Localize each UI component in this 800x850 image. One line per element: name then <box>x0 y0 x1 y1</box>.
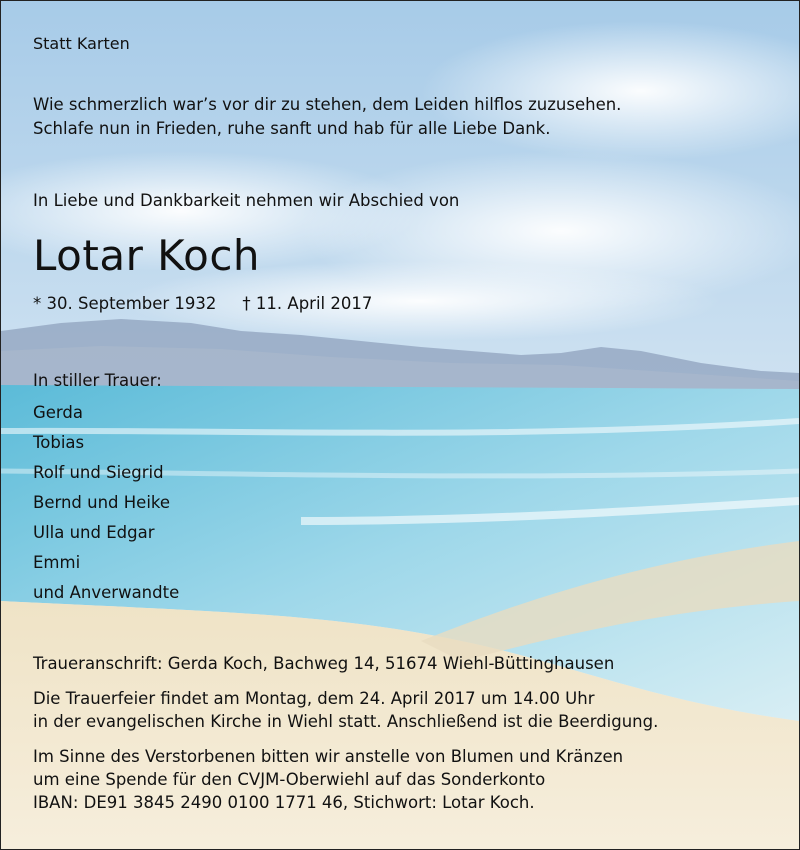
life-dates <box>33 292 372 315</box>
deceased-name: Lotar Koch <box>33 231 261 280</box>
death-date: † 11. April 2017 <box>242 294 373 313</box>
mourner-item: Bernd und Heike <box>33 493 171 512</box>
donation-line-2: um eine Spende für den CVJM-Oberwiehl auf das Sonderkonto <box>33 770 546 789</box>
mourner-item: Ulla und Edgar <box>33 523 155 542</box>
poem-line-1: Wie schmerzlich war’s vor dir zu stehen, dem Leiden hilflos zuzusehen. <box>33 95 622 114</box>
mourner-item: Tobias <box>33 433 85 452</box>
ceremony-line-2: in der evangelischen Kirche in Wiehl statt. Anschließend ist die Beerdigung. <box>33 712 659 731</box>
header-label: Statt Karten <box>33 34 130 53</box>
birth-date: * 30. September 1932 <box>33 294 217 313</box>
donation-line-1: Im Sinne des Verstorbenen bitten wir anstelle von Blumen und Kränzen <box>33 747 624 766</box>
intro-text: In Liebe und Dankbarkeit nehmen wir Abschied von <box>33 191 460 210</box>
mourning-address: Traueranschrift: Gerda Koch, Bachweg 14, 51674 Wiehl-Büttinghausen <box>33 654 615 673</box>
donation-line-3: IBAN: DE91 3845 2490 0100 1771 46, Stichwort: Lotar Koch. <box>33 793 535 812</box>
mourner-item: Rolf und Siegrid <box>33 463 164 482</box>
mourner-item: Gerda <box>33 403 84 422</box>
poem-line-2: Schlafe nun in Frieden, ruhe sanft und hab für alle Liebe Dank. <box>33 119 551 138</box>
mourner-item: Emmi <box>33 553 81 572</box>
mourners-heading: In stiller Trauer: <box>33 371 162 390</box>
mourner-item: und Anverwandte <box>33 583 180 602</box>
ceremony-line-1: Die Trauerfeier findet am Montag, dem 24. April 2017 um 14.00 Uhr <box>33 689 595 708</box>
